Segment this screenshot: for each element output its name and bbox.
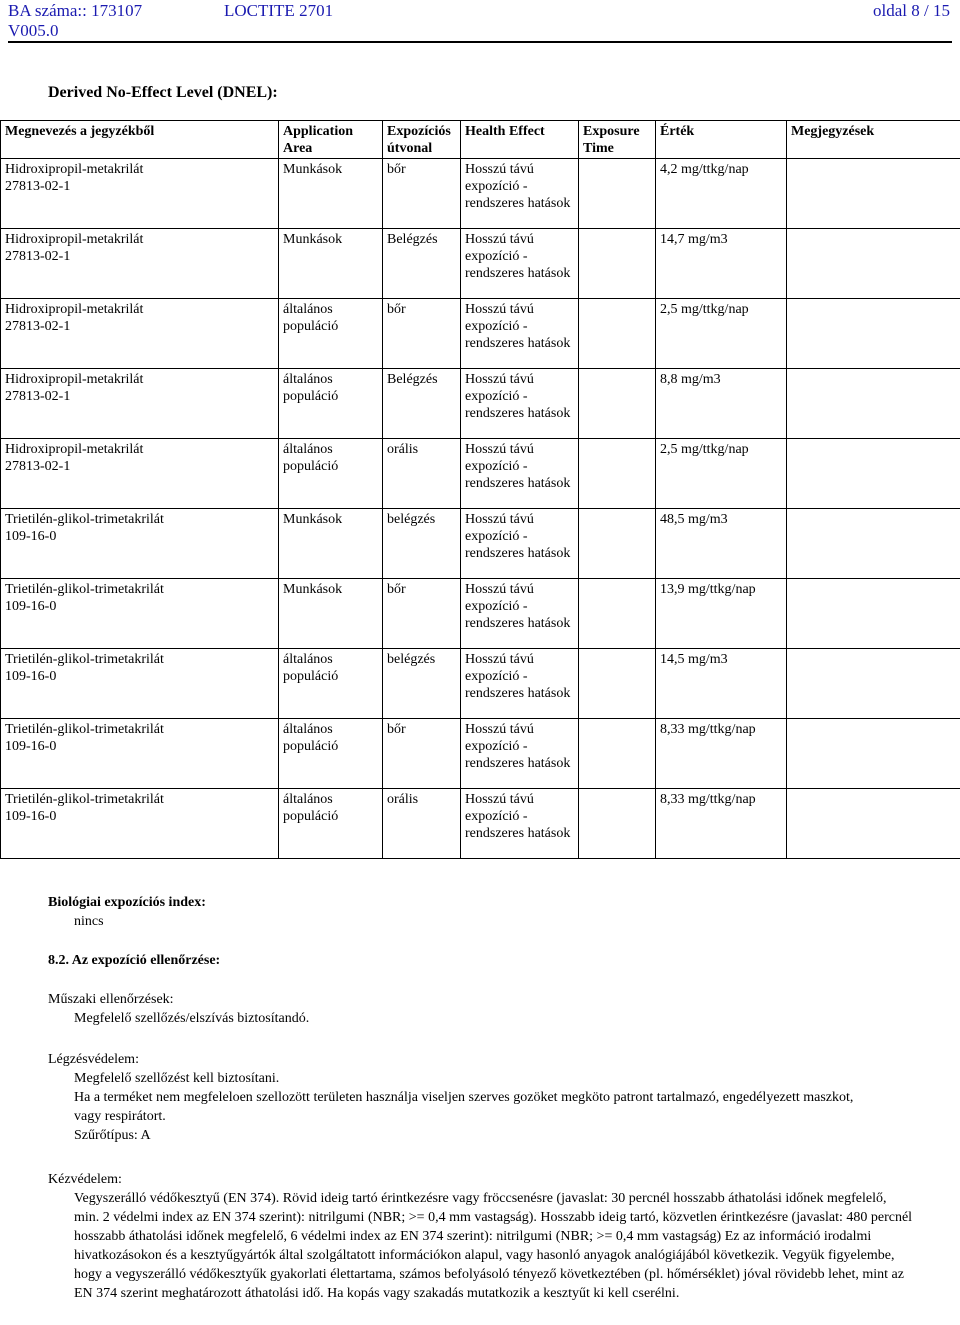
substance-name: Hidroxipropil-metakrilát (5, 441, 144, 457)
application-area-cell: általános populáció (279, 298, 383, 368)
health-effect-cell: Hosszú távú expozíció - rendszeres hatások (461, 438, 579, 508)
health-effect-cell: Hosszú távú expozíció - rendszeres hatások (461, 718, 579, 788)
substance-name: Hidroxipropil-metakrilát (5, 231, 144, 247)
exposure-time-cell (579, 158, 656, 228)
respiratory-title: Légzésvédelem: (48, 1052, 139, 1067)
respiratory-line-2: Ha a terméket nem megfeleloen szellozött területen használja viseljen szerves gozöket megköto patront tartalmazó, engedélyezett maszkot, vagy respirátort. (74, 1090, 854, 1124)
substance-name: Trietilén-glikol-trimetakrilát (5, 581, 164, 597)
cas-number: 109-16-0 (5, 598, 57, 614)
notes-cell (787, 438, 960, 508)
cas-number: 109-16-0 (5, 528, 57, 544)
table-row (1, 438, 960, 508)
value-cell: 48,5 mg/m3 (656, 508, 787, 578)
value-cell: 14,7 mg/m3 (656, 228, 787, 298)
cas-number: 109-16-0 (5, 668, 57, 684)
route-cell: belégzés (383, 508, 461, 578)
table-row (1, 298, 960, 368)
health-effect-cell: Hosszú távú expozíció - rendszeres hatások (461, 158, 579, 228)
application-area-cell: általános populáció (279, 788, 383, 858)
col-header-route: Expozíciós útvonal (383, 121, 461, 159)
table-row (1, 788, 960, 858)
substance-cell (1, 368, 279, 438)
cas-number: 27813-02-1 (5, 458, 71, 474)
route-cell: Belégzés (383, 228, 461, 298)
value-cell: 8,33 mg/ttkg/nap (656, 788, 787, 858)
substance-cell (1, 718, 279, 788)
dnel-table (0, 120, 960, 859)
health-effect-cell: Hosszú távú expozíció - rendszeres hatások (461, 648, 579, 718)
col-header-health-effect: Health Effect (461, 121, 579, 159)
cas-number: 27813-02-1 (5, 178, 71, 194)
application-area-cell: általános populáció (279, 718, 383, 788)
health-effect-cell: Hosszú távú expozíció - rendszeres hatások (461, 578, 579, 648)
route-cell: bőr (383, 298, 461, 368)
substance-name: Trietilén-glikol-trimetakrilát (5, 721, 164, 737)
substance-cell (1, 788, 279, 858)
substance-name: Hidroxipropil-metakrilát (5, 301, 144, 317)
health-effect-cell: Hosszú távú expozíció - rendszeres hatások (461, 228, 579, 298)
table-header-row (1, 121, 960, 159)
version: V005.0 (8, 21, 59, 40)
route-cell: orális (383, 788, 461, 858)
cas-number: 109-16-0 (5, 808, 57, 824)
application-area-cell: Munkások (279, 508, 383, 578)
exposure-control-title (48, 951, 220, 970)
route-cell: bőr (383, 158, 461, 228)
notes-cell (787, 368, 960, 438)
route-cell: bőr (383, 718, 461, 788)
col-header-application-area: Application Area (279, 121, 383, 159)
exposure-time-cell (579, 718, 656, 788)
table-row (1, 508, 960, 578)
substance-cell (1, 648, 279, 718)
application-area-cell: általános populáció (279, 368, 383, 438)
substance-name: Trietilén-glikol-trimetakrilát (5, 651, 164, 667)
technical-controls-text: Megfelelő szellőzés/elszívás biztosítandó. (74, 1011, 310, 1026)
exposure-time-cell (579, 368, 656, 438)
substance-cell (1, 578, 279, 648)
exposure-time-cell (579, 298, 656, 368)
substance-cell (1, 228, 279, 298)
table-row (1, 718, 960, 788)
substance-cell (1, 508, 279, 578)
substance-name: Trietilén-glikol-trimetakrilát (5, 791, 164, 807)
substance-name: Hidroxipropil-metakrilát (5, 371, 144, 387)
value-cell: 4,2 mg/ttkg/nap (656, 158, 787, 228)
table-row (1, 228, 960, 298)
exposure-time-cell (579, 648, 656, 718)
biological-index-section (48, 893, 206, 931)
table-row (1, 578, 960, 648)
exposure-time-cell (579, 438, 656, 508)
notes-cell (787, 158, 960, 228)
application-area-cell: általános populáció (279, 438, 383, 508)
value-cell: 2,5 mg/ttkg/nap (656, 438, 787, 508)
route-cell: bőr (383, 578, 461, 648)
col-header-notes: Megjegyzések (787, 121, 960, 159)
page-number: oldal 8 / 15 (873, 1, 950, 20)
cas-number: 27813-02-1 (5, 318, 71, 334)
technical-controls-section (48, 990, 309, 1028)
substance-cell (1, 298, 279, 368)
application-area-cell: Munkások (279, 228, 383, 298)
col-header-value: Érték (656, 121, 787, 159)
technical-controls-title: Műszaki ellenőrzések: (48, 992, 174, 1007)
health-effect-cell: Hosszú távú expozíció - rendszeres hatások (461, 298, 579, 368)
notes-cell (787, 578, 960, 648)
health-effect-cell: Hosszú távú expozíció - rendszeres hatások (461, 788, 579, 858)
cas-number: 109-16-0 (5, 738, 57, 754)
notes-cell (787, 508, 960, 578)
value-cell: 2,5 mg/ttkg/nap (656, 298, 787, 368)
substance-cell (1, 158, 279, 228)
table-row (1, 158, 960, 228)
ba-number: BA száma:: 173107 (8, 1, 143, 20)
respiratory-line-1: Megfelelő szellőzést kell biztosítani. (74, 1071, 280, 1086)
hand-protection-text: Vegyszerálló védőkesztyű (EN 374). Rövid ideig tartó érintkezésre vagy fröccsenésre (javaslat: 30 percnél hosszabb áthatolási időnek megfelelő, min. 2 védelmi index az EN 374 szerint): nitrilgumi (NBR; >= 0,4 mm vastagság). Hosszabb ideig tartó, közvetlen érintkezésre (javaslat: 480 percnél hosszabb áthatolási időnek megfelelő, 6 védelmi index az EN 374 szerint): nitrilgumi (NBR; >= 0,4 mm vastagság) Ez az információ irodalmi hivatkozásokon és a kesztyűgyártók által szolgáltatott információkon alapul, vagy hasonló anyagok analógiájából következik. Vegyük figyelembe, hogy a vegyszerálló védőkesztyűk gyakorlati élettartama, számos befolyásoló tényező következtében (pl. hőmérséklet) jóval rövidebb lehet, mint az EN 374 szerint meghatározott áthatolási idő. Ha kopás vagy szakadás mutatkozik a kesztyűt ki kell cserélni. (74, 1191, 913, 1301)
value-cell: 13,9 mg/ttkg/nap (656, 578, 787, 648)
col-header-substance: Megnevezés a jegyzékből (1, 121, 279, 159)
exposure-time-cell (579, 578, 656, 648)
route-cell: Belégzés (383, 368, 461, 438)
exposure-time-cell (579, 788, 656, 858)
table-row (1, 368, 960, 438)
health-effect-cell: Hosszú távú expozíció - rendszeres hatások (461, 508, 579, 578)
value-cell: 8,33 mg/ttkg/nap (656, 718, 787, 788)
section-8-2-title: 8.2. Az expozíció ellenőrzése: (48, 953, 221, 968)
page-header (8, 0, 952, 43)
dnel-section-title: Derived No-Effect Level (DNEL): (48, 84, 278, 101)
substance-name: Hidroxipropil-metakrilát (5, 161, 144, 177)
notes-cell (787, 648, 960, 718)
substance-name: Trietilén-glikol-trimetakrilát (5, 511, 164, 527)
notes-cell (787, 298, 960, 368)
col-header-exposure-time: Exposure Time (579, 121, 656, 159)
value-cell: 14,5 mg/m3 (656, 648, 787, 718)
substance-cell (1, 438, 279, 508)
notes-cell (787, 228, 960, 298)
notes-cell (787, 718, 960, 788)
route-cell: orális (383, 438, 461, 508)
respiratory-section (48, 1050, 860, 1145)
route-cell: belégzés (383, 648, 461, 718)
cas-number: 27813-02-1 (5, 388, 71, 404)
table-row (1, 648, 960, 718)
biological-index-title: Biológiai expozíciós index: (48, 895, 206, 910)
exposure-time-cell (579, 228, 656, 298)
exposure-time-cell (579, 508, 656, 578)
filter-type: Szűrőtípus: A (74, 1128, 151, 1143)
hand-protection-title: Kézvédelem: (48, 1172, 122, 1187)
product-name: LOCTITE 2701 (224, 1, 334, 20)
cas-number: 27813-02-1 (5, 248, 71, 264)
hand-protection-section (48, 1170, 914, 1303)
notes-cell (787, 788, 960, 858)
application-area-cell: Munkások (279, 158, 383, 228)
application-area-cell: Munkások (279, 578, 383, 648)
biological-index-value: nincs (74, 914, 104, 929)
application-area-cell: általános populáció (279, 648, 383, 718)
health-effect-cell: Hosszú távú expozíció - rendszeres hatások (461, 368, 579, 438)
value-cell: 8,8 mg/m3 (656, 368, 787, 438)
